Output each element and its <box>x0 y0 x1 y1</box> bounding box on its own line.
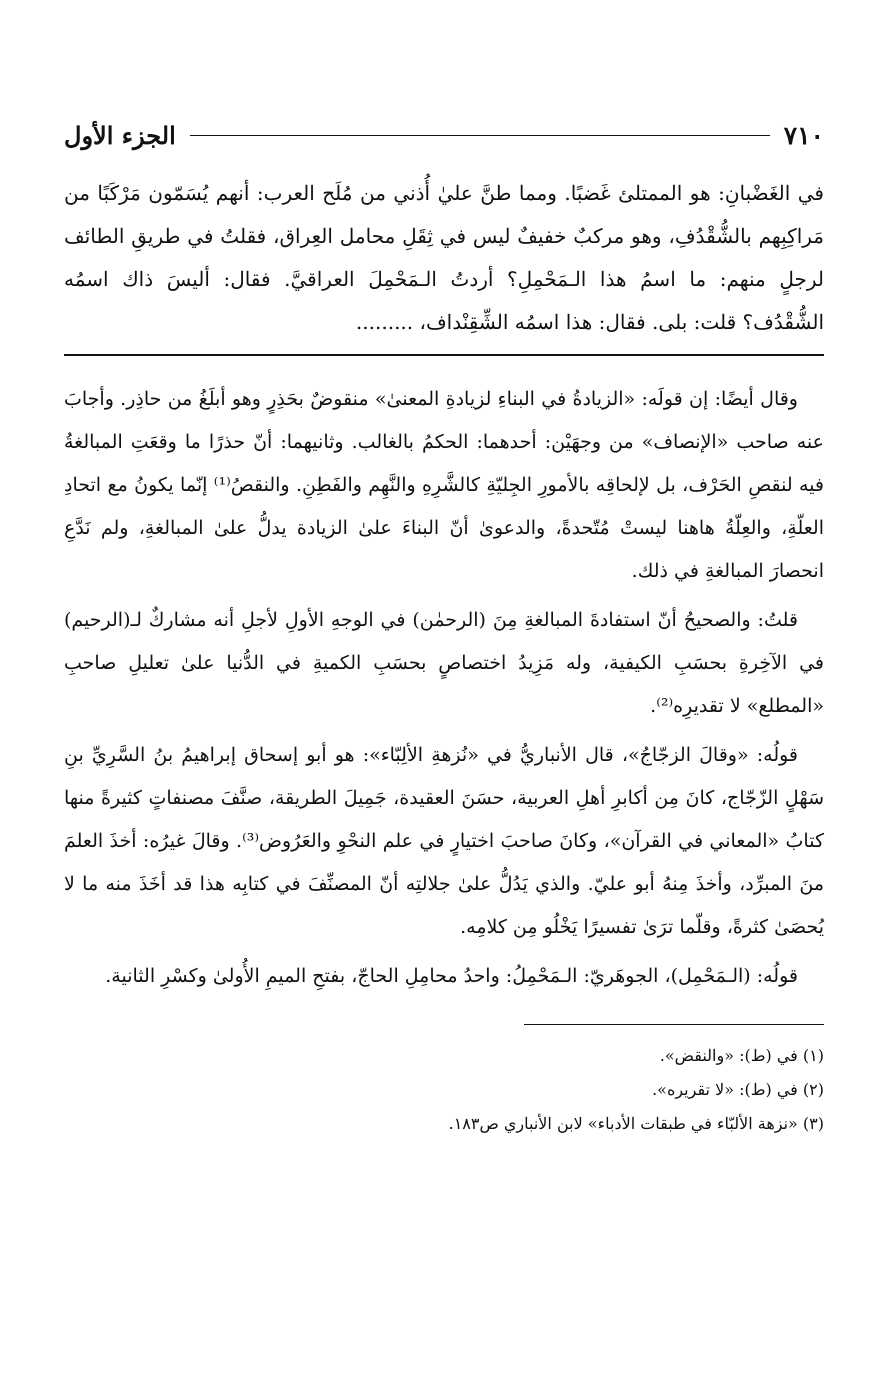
footnote-divider <box>524 1024 824 1025</box>
footnote: (١) في (ط): «والنقض». <box>659 1046 824 1065</box>
footnote: (٣) «نزهة الألبّاء في طبقات الأدباء» لابن الأنباري ص١٨٣. <box>448 1114 824 1133</box>
page-number: ٧١٠ <box>783 120 824 150</box>
page-header <box>64 118 824 152</box>
book-page <box>64 118 824 1141</box>
main-text-paragraph: في الغَضْبانِ: هو الممتلئ غَضبًا. ومما طنَّ عليٰ أُذني من مُلَح العرب: أنهم يُسَمّون مَرْكَبًا من مَراكِبِهم بالشُّقْدُفِ، وهو مركبٌ خفيفٌ ليس في ثِقَلِ محامل العِراق، فقلتُ في طريقِ الطائف لرجلٍ منهم: ما اسمُ هذا الـمَحْمِلِ؟ أردتُ الـمَحْمِلَ العراقيَّ. فقال: أليسَ ذاك اسمُه الشُّقْدُف؟ قلت: بلى. فقال: هذا اسمُه الشِّقِنْداف، ......... <box>64 181 824 334</box>
footnotes <box>64 1039 824 1141</box>
part-title: الجزء الأول <box>64 120 176 150</box>
commentary-paragraph: وقال أيضًا: إن قولَه: «الزيادةُ في البناءِ لزيادةِ المعنىٰ» منقوضٌ بحَذِرٍ وهو أبلَغُ من حاذِر. وأجابَ عنه صاحب «الإنصاف» من وجهَيْن: أحدهما: الحكمُ بالغالب. وثانيهما: أنّ حذرًا ما وقعَتِ المبالغةُ فيه لنقصِ الحَرْف، بل لإلحاقِه بالأمورِ الجِليّةِ كالشَّرِهِ والنَّهِم والفَطِنِ. والنقصُ⁽¹⁾ إنّما يكونُ مع اتحادِ العلّةِ، والعِلّةُ هاهنا ليستْ مُتّحدةً، والدعوىٰ أنّ البناءَ علىٰ الزيادة يدلُّ علىٰ المبالغةِ، ولم نَدَّعِ انحصارَ المبالغةِ في ذلك. <box>64 388 824 582</box>
main-text <box>64 172 824 344</box>
commentary-paragraph: قولُه: (الـمَحْمِل)، الجوهَريّ: الـمَحْمِلُ: واحدُ محامِلِ الحاجّ، بفتحِ الميمِ الأُولىٰ وكسْرِ الثانية. <box>105 965 798 987</box>
commentary-paragraph: قولُه: «وقالَ الزجّاجُ»، قال الأنباريُّ في «نُزهةِ الألِبّاء»: هو أبو إسحاق إبراهيمُ بنُ السَّرِيِّ بنِ سَهْلٍ الزّجّاج، كانَ مِن أكابرِ أهلِ العربية، حسَنَ العقيدة، جَمِيلَ الطريقة، صنَّفَ مصنفاتٍ كثيرةً منها كتابُ «المعاني في القرآن»، وكانَ صاحبَ اختيارٍ في علم النحْوِ والعَرُوض⁽³⁾. وقالَ غيرُه: أخذَ العلمَ منَ المبرِّد، وأخذَ مِنهُ أبو عليّ. والذي يَدُلُّ علىٰ جلالتِه أنّ المصنِّفَ في كتابِه هذا قد أخَذَ منه ما لا يُحصَىٰ كثرةً، وقلّما ترَىٰ تفسيرًا يَخْلُو مِن كلامِه. <box>64 744 825 938</box>
header-rule <box>190 135 770 136</box>
commentary-divider <box>64 354 824 356</box>
footnote: (٢) في (ط): «لا تقريره». <box>652 1080 824 1099</box>
commentary-paragraph: قلتُ: والصحيحُ أنّ استفادةَ المبالغةِ مِنَ (الرحمٰن) في الوجهِ الأولِ لأجلِ أنه مشاركٌ لـ(الرحيم) في الآخِرةِ بحسَبِ الكيفية، وله مَزِيدُ اختصاصٍ بحسَبِ الكميةِ في الدُّنيا علىٰ تعليلِ صاحبِ «المطلع» لا تقديرِه⁽²⁾. <box>64 609 824 717</box>
commentary <box>64 378 824 998</box>
